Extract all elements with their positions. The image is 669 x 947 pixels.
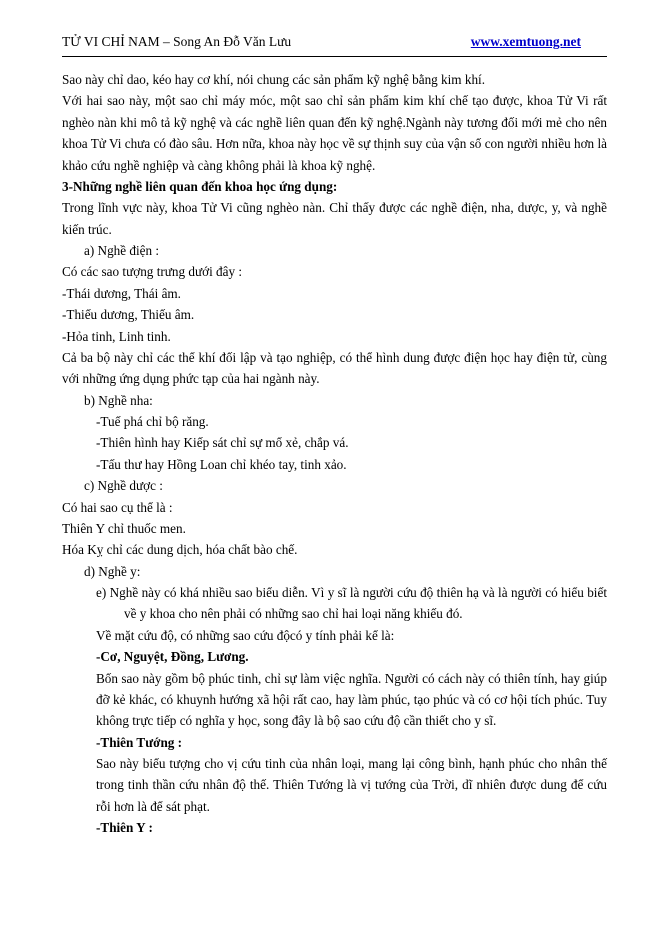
section-heading: 3-Những nghề liên quan đến khoa học ứng dụng: — [62, 178, 338, 194]
paragraph: Trong lĩnh vực này, khoa Tử Vi cũng nghèo nàn. Chỉ thấy được các nghề điện, nha, dược, y, và nghề kiến trúc. — [62, 200, 607, 237]
header-divider — [62, 56, 607, 57]
list-item: b) Nghề nha: — [84, 392, 153, 408]
header-website-link[interactable]: www.xemtuong.net — [470, 34, 581, 49]
subheading: -Thiên Tướng : — [96, 734, 183, 750]
paragraph: Với hai sao này, một sao chỉ máy móc, một sao chỉ sản phẩm kim khí chế tạo được, khoa Tử Vi rất nghèo nàn khi mô tả kỹ nghệ và các nghề liên quan đến kỹ nghệ.Ngành này tương đối mới mẻ cho nên khoa Tử Vi chưa có đào sâu. Hơn nữa, khoa này học về sự thịnh suy của vận số con người nhiều hơn là khảo cứu nghề nghiệp và càng không phải là khoa kỹ nghệ. — [62, 93, 607, 173]
paragraph: -Hỏa tinh, Linh tinh. — [62, 328, 171, 344]
paragraph: -Thái dương, Thái âm. — [62, 285, 181, 301]
paragraph: Cả ba bộ này chỉ các thể khí đối lập và tạo nghiệp, có thể hình dung được điện học hay điện tử, cùng với những ứng dụng phức tạp của hai ngành này. — [62, 349, 607, 387]
paragraph: Sao này biểu tượng cho vị cứu tinh của nhân loại, mang lại công bình, hạnh phúc cho nhân thế trong tinh thần cứu nhân độ thế. Thiên Tướng là vị tướng của Trời, dĩ nhiên được dung để cứu rỗi hơn là để sát phạt. — [96, 756, 607, 814]
subheading: -Cơ, Nguyệt, Đồng, Lương. — [96, 649, 249, 665]
paragraph: Về mặt cứu độ, có những sao cứu độcó y tính phải kể là: — [96, 627, 395, 643]
paragraph: -Tấu thư hay Hồng Loan chỉ khéo tay, tinh xảo. — [96, 456, 347, 472]
paragraph: Thiên Y chỉ thuốc men. — [62, 520, 186, 536]
list-item: c) Nghề dược : — [84, 478, 163, 494]
paragraph: -Thiếu dương, Thiếu âm. — [62, 307, 195, 323]
page-header — [62, 34, 607, 56]
paragraph: -Tuế phá chỉ bộ răng. — [96, 414, 209, 429]
list-item: a) Nghề điện : — [84, 243, 160, 258]
paragraph: Có các sao tượng trưng dưới đây : — [62, 264, 243, 280]
list-item: d) Nghề y: — [84, 563, 141, 579]
document-body — [62, 69, 607, 839]
paragraph: Bốn sao này gồm bộ phúc tinh, chỉ sự làm việc nghĩa. Người có cách này có thiên tính, hay giúp đỡ kẻ khác, có khuynh hướng xã hội rất cao, hay làm phúc, tạo phúc và có cơ hội tích phúc. Tuy không trực tiếp có nghĩa y học, song đây là bộ sao cứu độ cần thiết cho y sĩ. — [96, 670, 607, 729]
subheading: -Thiên Y : — [96, 820, 153, 836]
paragraph: Sao này chỉ dao, kéo hay cơ khí, nói chung các sản phẩm kỹ nghệ bằng kim khí. — [62, 72, 486, 87]
paragraph: Có hai sao cụ thể là : — [62, 499, 173, 515]
paragraph: -Thiên hình hay Kiếp sát chỉ sự mổ xẻ, chắp vá. — [96, 435, 349, 451]
paragraph: Hóa Kỵ chỉ các dung dịch, hóa chất bào chế. — [62, 542, 298, 558]
header-title: TỬ VI CHỈ NAM – Song An Đỗ Văn Lưu — [62, 34, 292, 49]
list-item: e) Nghề này có khá nhiều sao biểu diễn. Vì y sĩ là người cứu độ thiên hạ và là người có hiểu biết về y khoa cho nên phải có những sao chỉ hai loại năng khiếu đó. — [96, 585, 607, 622]
